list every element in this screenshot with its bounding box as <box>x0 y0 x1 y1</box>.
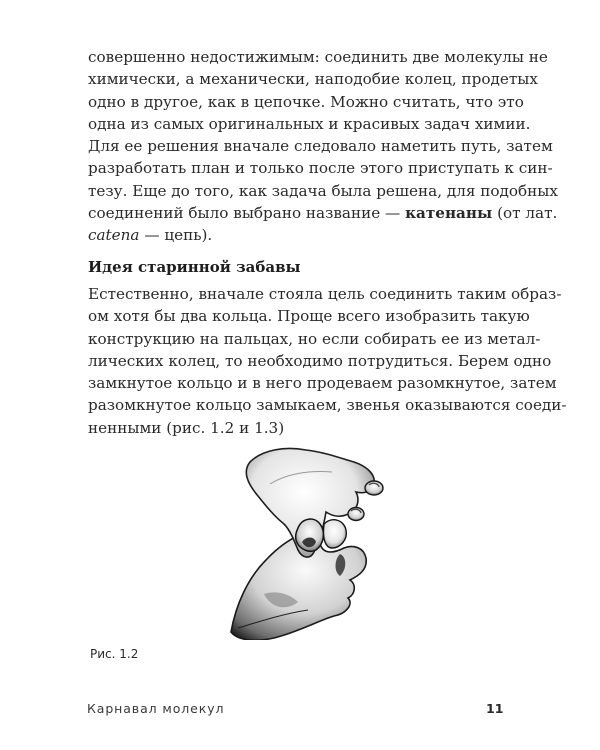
text-fragment: (от лат. <box>492 204 558 223</box>
paragraph-intro <box>88 46 558 247</box>
text-line: тезу. Еще до того, как задача была решена, для подобных <box>88 181 558 200</box>
text-fragment: соединений было выбрано название — <box>88 204 406 223</box>
figure-caption: Рис. 1.2 <box>90 647 139 661</box>
text-line: замкнутое кольцо и в него продеваем разомкнутое, затем <box>88 374 557 393</box>
text-line <box>88 202 558 224</box>
text-line: разомкнутое кольцо замыкаем, звенья оказываются соеди- <box>88 396 567 415</box>
latin-term: catena <box>88 226 140 245</box>
text-line: ненными (рис. 1.2 и 1.3) <box>88 418 285 437</box>
text-line: разработать план и только после этого приступать к син- <box>88 159 553 178</box>
term-catenanes: катенаны <box>405 204 493 223</box>
text-line: химически, а механически, наподобие колец, продетых <box>88 70 538 89</box>
text-line: лических колец, то необходимо потрудиться. Берем одно <box>88 351 552 370</box>
section-heading: Идея старинной забавы <box>88 258 301 276</box>
text-fragment: — цепь). <box>139 226 213 245</box>
text-line: конструкцию на пальцах, но если собирать ее из метал- <box>88 329 541 348</box>
text-line <box>88 224 518 246</box>
interlocked-hands-icon <box>228 444 400 640</box>
text-line: одно в другое, как в цепочке. Можно считать, что это <box>88 92 524 111</box>
paragraph-main <box>88 283 567 439</box>
running-title: Карнавал молекул <box>87 701 225 716</box>
page-number: 11 <box>486 701 504 716</box>
text-line: совершенно недостижимым: соединить две молекулы не <box>88 48 548 66</box>
figure-1-2 <box>228 444 400 640</box>
text-line: одна из самых оригинальных и красивых задач химии. <box>88 114 531 133</box>
text-line: Естественно, вначале стояла цель соединить таким образ- <box>88 285 562 303</box>
hooked-finger-shape <box>323 520 346 548</box>
text-line: Для ее решения вначале следовало наметить путь, затем <box>88 137 553 156</box>
text-line: ом хотя бы два кольца. Проще всего изобразить такую <box>88 307 530 326</box>
